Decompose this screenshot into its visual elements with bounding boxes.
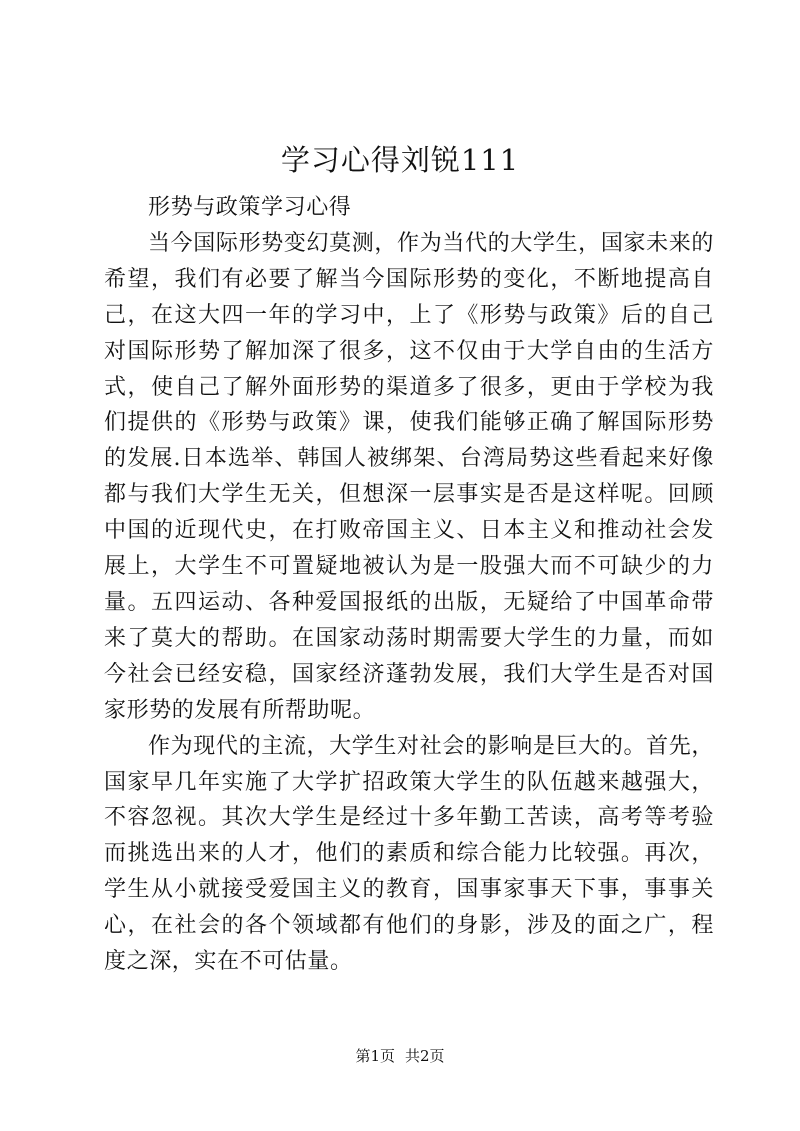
- paragraph-1: 当今国际形势变幻莫测，作为当代的大学生，国家未来的希望，我们有必要了解当今国际形势的变化，不断地提高自己，在这大四一年的学习中，上了《形势与政策》后的自己对国际形势了解加深了很多，这不仅由于大学自由的生活方式，使自己了解外面形势的渠道多了很多，更由于学校为我们提供的《形势与政策》课，使我们能够正确了解国际形势的发展.日本选举、韩国人被绑架、台湾局势这些看起来好像都与我们大学生无关，但想深一层事实是否是这样呢。回顾中国的近现代史，在打败帝国主义、日本主义和推动社会发展上，大学生不可置疑地被认为是一股强大而不可缺少的力量。五四运动、各种爱国报纸的出版，无疑给了中国革命带来了莫大的帮助。在国家动荡时期需要大学生的力量，而如今社会已经安稳，国家经济蓬勃发展，我们大学生是否对国家形势的发展有所帮助呢。: [104, 230, 714, 723]
- page-number: 第1页: [355, 1047, 395, 1065]
- document-title: 学习心得刘锐111: [280, 143, 520, 177]
- page-footer: [0, 1046, 800, 1066]
- page-total: 共2页: [405, 1047, 445, 1065]
- document-subtitle: 形势与政策学习心得: [148, 195, 352, 220]
- paragraph-2: 作为现代的主流，大学生对社会的影响是巨大的。首先，国家早几年实施了大学扩招政策大学生的队伍越来越强大，不容忽视。其次大学生是经过十多年勤工苦读，高考等考验而挑选出来的人才，他们的素质和综合能力比较强。再次，学生从小就接受爱国主义的教育，国事家事天下事，事事关心，在社会的各个领域都有他们的身影，涉及的面之广，程度之深，实在不可估量。: [104, 733, 714, 975]
- document-body: [104, 190, 714, 980]
